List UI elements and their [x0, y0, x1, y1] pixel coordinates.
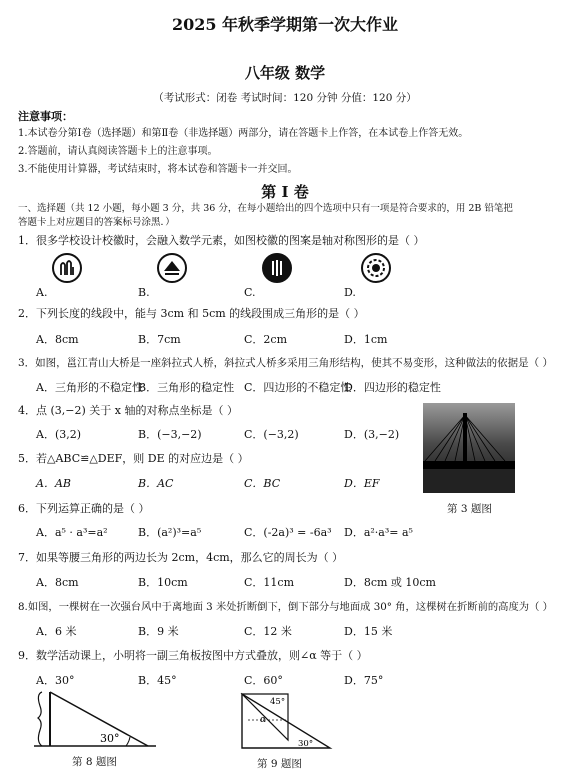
option-label: C. — [244, 286, 256, 299]
figure-9-diagram — [236, 690, 336, 752]
exam-title: 2025 年秋季学期第一次大作业 — [171, 15, 399, 34]
question-stem: 9．数学活动课上，小明将一副三角板按图中方式叠放，则∠α 等于（ ） — [18, 649, 368, 662]
option-label: B．AC — [138, 477, 174, 490]
bridge-photo — [423, 403, 515, 493]
option-label: B．三角形的稳定性 — [138, 381, 235, 394]
figure-8-diagram — [30, 688, 160, 750]
option-label: A．三角形的不稳定性 — [36, 381, 143, 394]
exam-meta: （考试形式：闭卷 考试时间：120 分钟 分值：120 分） — [153, 92, 417, 104]
option-label: D．15 米 — [344, 625, 393, 638]
option-label: D．75° — [344, 674, 384, 687]
option-label: D．EF — [344, 477, 380, 490]
option-label: A．8cm — [36, 333, 79, 346]
figure-caption: 第 9 题图 — [257, 758, 302, 770]
note-item: 1.本试卷分第Ⅰ卷（选择题）和第Ⅱ卷（非选择题）两部分，请在答题卡上作答，在本试卷上作答无效。 — [18, 128, 469, 139]
option-label: C．BC — [244, 477, 281, 490]
question-stem: 4．点 (3,−2) 关于 x 轴的对称点坐标是（ ） — [18, 404, 238, 417]
question-stem: 5．若△ABC≌△DEF，则 DE 的对应边是（ ） — [18, 452, 249, 465]
option-label: B．9 米 — [138, 625, 179, 638]
option-label: C．(-2a)³ = -6a³ — [244, 526, 332, 539]
option-label: C．12 米 — [244, 625, 292, 638]
option-label: C．(−3,2) — [244, 428, 299, 441]
question-stem: 2．下列长度的线段中，能与 3cm 和 5cm 的线段围成三角形的是（ ） — [18, 307, 365, 320]
alpha-label: α — [260, 715, 267, 725]
question-stem: 3．如图，邕江青山大桥是一座斜拉式人桥，斜拉式人桥多采用三角形结构，使其不易变形，这种做法的依据是（ ） — [18, 357, 554, 369]
option-label: A．(3,2) — [36, 428, 82, 441]
option-label: D. — [344, 286, 356, 299]
school-logo-b-icon — [157, 253, 187, 283]
figure-caption: 第 8 题图 — [72, 756, 117, 768]
option-label: A. — [36, 286, 48, 299]
option-label: C．11cm — [244, 576, 295, 589]
note-item: 3.不能使用计算器，考试结束时，将本试卷和答题卡一并交回。 — [18, 164, 298, 175]
section-intro: 答题卡上对应题目的答案标号涂黑．） — [18, 217, 175, 228]
option-label: B．45° — [138, 674, 177, 687]
option-label: A．6 米 — [36, 625, 77, 638]
option-label: D．a²·a³= a⁵ — [344, 526, 413, 539]
option-label: C．60° — [244, 674, 283, 687]
option-label: A．a⁵ · a³=a² — [36, 526, 108, 539]
option-label: C．四边形的不稳定性 — [244, 381, 352, 394]
option-label: A．AB — [36, 477, 71, 490]
option-label: B．(−3,−2) — [138, 428, 202, 441]
school-logo-c-icon — [262, 253, 292, 283]
question-stem: 7．如果等腰三角形的两边长为 2cm，4cm，那么它的周长为（ ） — [18, 551, 344, 564]
option-label: A．8cm — [36, 576, 79, 589]
note-item: 2.答题前，请认真阅读答题卡上的注意事项。 — [18, 146, 218, 157]
option-label: D．(3,−2) — [344, 428, 400, 441]
section-title: 第 Ⅰ 卷 — [261, 183, 309, 201]
option-label: D．1cm — [344, 333, 388, 346]
angle-label: 30° — [298, 739, 314, 749]
figure-caption: 第 3 题图 — [447, 503, 492, 515]
school-logo-a-icon — [52, 253, 82, 283]
option-label: C．2cm — [244, 333, 288, 346]
angle-label: 45° — [270, 697, 286, 707]
section-intro: 一、选择题（共 12 小题，每小题 3 分，共 36 分，在每小题给出的四个选项中只有一项是符合要求的，用 2B 铅笔把 — [18, 203, 513, 214]
angle-label: 30° — [100, 732, 120, 745]
question-stem: 1．很多学校设计校徽时，会融入数学元素，如图校徽的图案是轴对称图形的是（ ） — [18, 234, 425, 247]
option-label: B．7cm — [138, 333, 181, 346]
option-label: D．四边形的稳定性 — [344, 381, 441, 394]
school-logo-d-icon — [361, 253, 391, 283]
option-label: D．8cm 或 10cm — [344, 576, 436, 589]
question-stem: 6．下列运算正确的是（ ） — [18, 502, 150, 515]
option-label: B．(a²)³=a⁵ — [138, 526, 202, 539]
exam-subtitle: 八年级 数学 — [244, 64, 326, 82]
option-label: B．10cm — [138, 576, 188, 589]
option-label: B. — [138, 286, 150, 299]
option-label: A．30° — [36, 674, 75, 687]
notes-heading: 注意事项： — [18, 110, 73, 123]
question-stem: 8.如图，一棵树在一次强台风中于离地面 3 米处折断倒下，倒下部分与地面成 30° 角，这棵树在折断前的高度为（ ） — [18, 601, 553, 613]
